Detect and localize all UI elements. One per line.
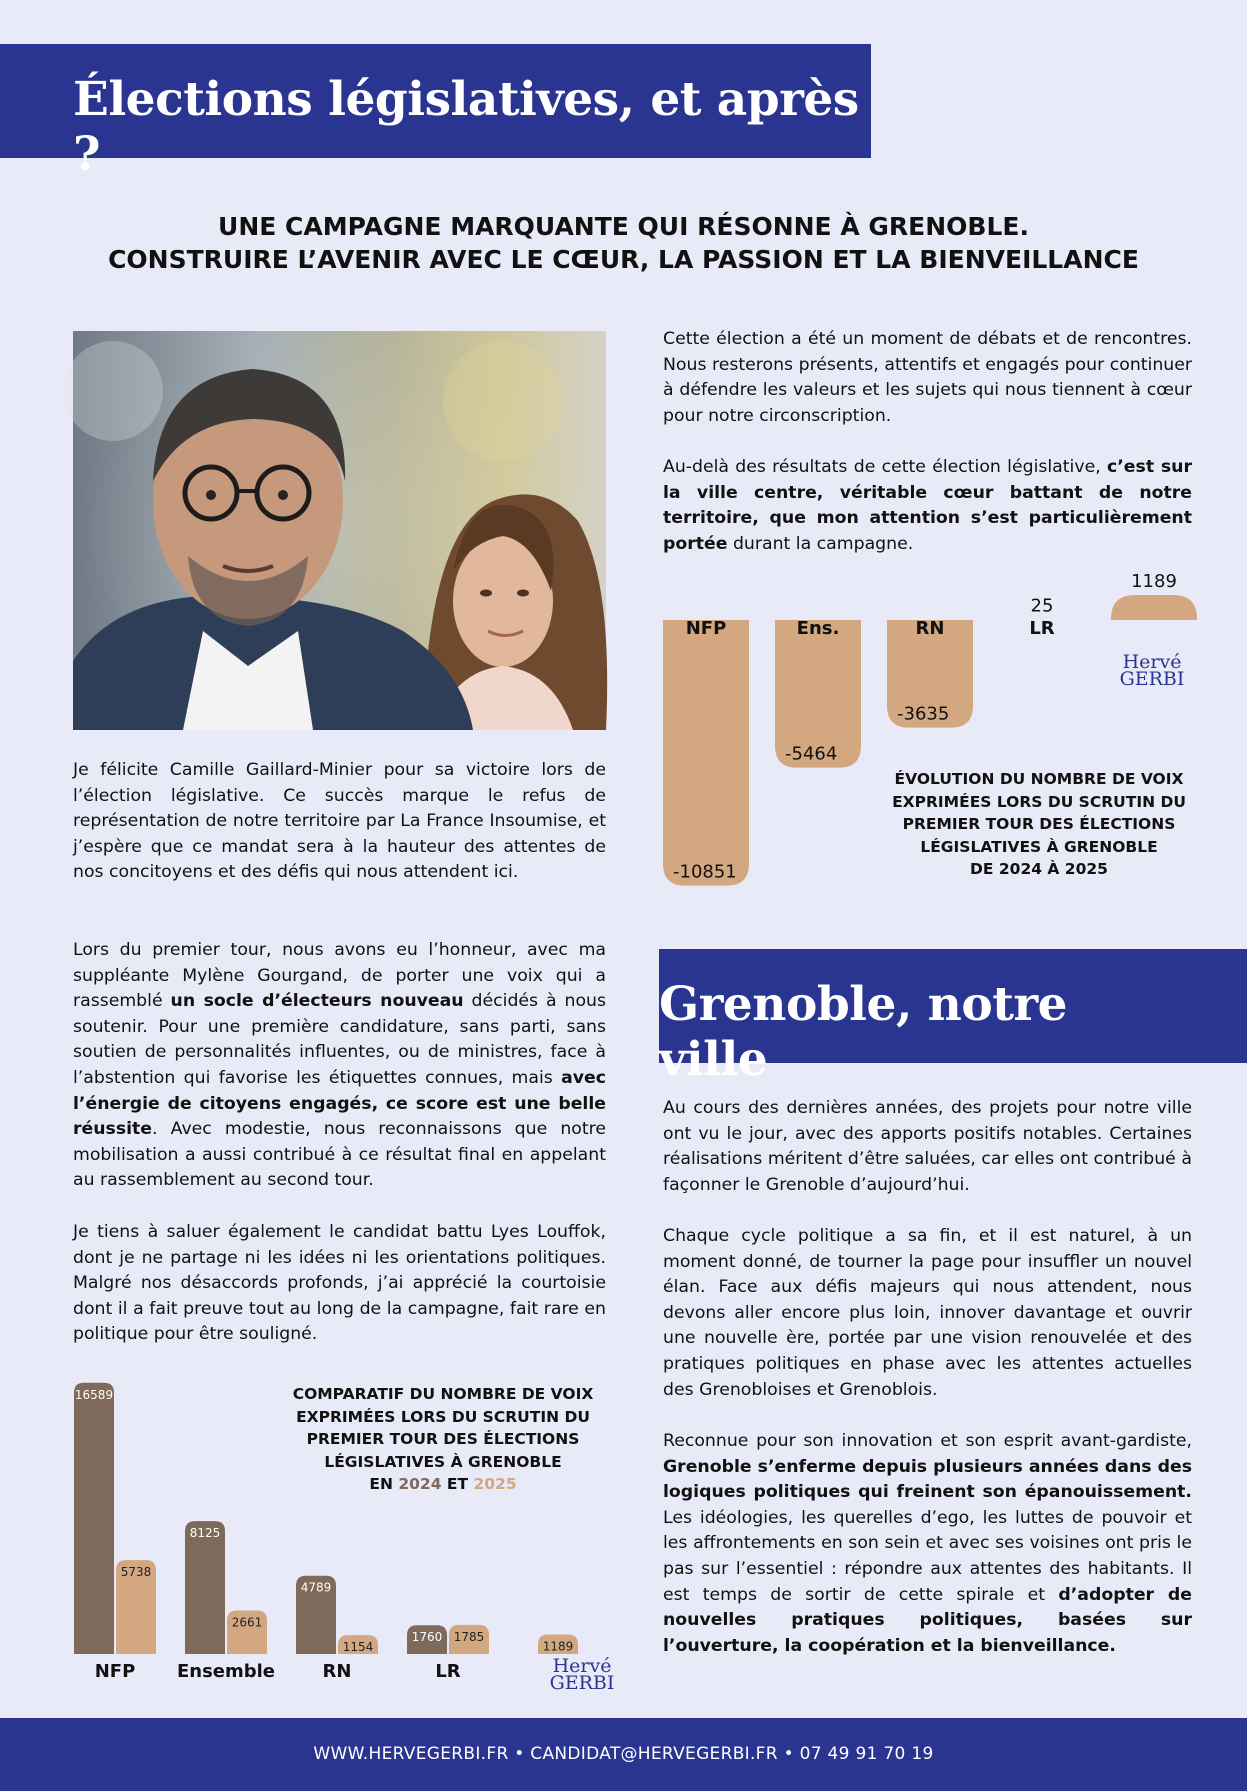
first-round-text-b: décidés à nous soutenir. Pour une première candidature, sans parti, sans soutien de personnalités influentes, ou de ministres, face à l’abstention qui favorise les étiquettes connues, mais bbox=[73, 991, 606, 1088]
candidate-logo-chart1 bbox=[1107, 651, 1197, 690]
comparison-chart-title-line: LÉGISLATIVES À GRENOBLE bbox=[324, 1452, 562, 1471]
comparison-value-label: 1154 bbox=[342, 1640, 374, 1655]
evolution-value-label: -3635 bbox=[897, 703, 950, 725]
city-center-emphasis: c’est sur la ville centre, véritable cœur battant de notre territoire, que mon attention s’est particulièrement portée bbox=[663, 457, 1192, 554]
comparison-chart-title-line: PREMIER TOUR DES ÉLECTIONS bbox=[306, 1430, 580, 1448]
election-paragraph: Cette élection a été un moment de débats et de rencontres. Nous resterons présents, attentifs et engagés pour continuer à défendre les valeurs et les sujets qui nous tiennent à cœur pour notre circonscription. bbox=[663, 329, 1192, 426]
footer bbox=[0, 1718, 1247, 1791]
logo-line-1: Hervé bbox=[552, 1655, 612, 1677]
candidates-photo bbox=[73, 331, 606, 730]
evolution-chart-title-line: PREMIER TOUR DES ÉLECTIONS bbox=[902, 815, 1176, 833]
candidate-logo-chart2 bbox=[537, 1655, 627, 1694]
comparison-category-label: Ensemble bbox=[176, 1661, 276, 1682]
section2-banner bbox=[659, 949, 1247, 1087]
evolution-bar bbox=[663, 620, 749, 886]
comparison-category-label: NFP bbox=[94, 1661, 136, 1682]
title-prefix: EN bbox=[369, 1475, 399, 1493]
first-round-text-a: Lors du premier tour, nous avons eu l’honneur, avec ma suppléante Mylène Gourgand, de porter une voix qui a rassemblé bbox=[73, 940, 606, 1012]
subtitle-line-2: CONSTRUIRE L’AVENIR AVEC LE CŒUR, LA PASSION ET LA BIENVEILLANCE bbox=[108, 245, 1139, 274]
comparison-value-label: 2661 bbox=[231, 1615, 263, 1630]
legend-year-2024: 2024 bbox=[398, 1475, 442, 1493]
evolution-bar bbox=[1111, 595, 1197, 620]
evolution-value-label: -5464 bbox=[785, 743, 838, 765]
comparison-value-label: 1760 bbox=[411, 1630, 443, 1645]
comparison-bar-2024 bbox=[74, 1383, 114, 1654]
evolution-chart-title bbox=[860, 768, 1218, 881]
evolution-category-label: NFP bbox=[685, 618, 727, 639]
evolution-category-label: LR bbox=[1029, 618, 1055, 639]
page-title: Élections législatives, et après ? bbox=[73, 72, 859, 182]
innovation-text-a: Reconnue pour son innovation et son esprit avant-gardiste, bbox=[663, 1431, 1192, 1451]
evolution-category-label: RN bbox=[915, 618, 945, 639]
comparison-chart-title-years bbox=[268, 1473, 618, 1496]
innovation-text-b: Les idéologies, les querelles d’ego, les luttes de pouvoir et les affrontements en son sein et avec ses voisines ont pris le pas sur l’essentiel : répondre aux attentes des habitants. Il est temps de sortir de cette spirale et bbox=[663, 1507, 1192, 1605]
logo-line-2: GERBI bbox=[1119, 668, 1185, 690]
legend-year-2025: 2025 bbox=[473, 1475, 517, 1493]
evolution-chart-title-line: DE 2024 À 2025 bbox=[970, 860, 1108, 878]
candidates-photo-illustration bbox=[73, 331, 606, 730]
comparison-value-label: 5738 bbox=[120, 1565, 152, 1580]
evolution-value-label: 25 bbox=[1030, 595, 1054, 617]
comparison-category-label: LR bbox=[435, 1661, 461, 1682]
innovation-emphasis-b: d’adopter de nouvelles pratiques politiques, basées sur l’ouverture, la coopération et la bienveillance. bbox=[663, 1584, 1193, 1656]
evolution-category-label: Ens. bbox=[796, 618, 840, 639]
comparison-value-label: 8125 bbox=[189, 1526, 221, 1541]
evolution-value-label: -10851 bbox=[673, 861, 737, 883]
first-round-emphasis-a: un socle d’électeurs nouveau bbox=[170, 991, 464, 1012]
logo-line-1: Hervé bbox=[1122, 651, 1182, 673]
comparison-value-label: 1189 bbox=[542, 1639, 574, 1654]
innovation-emphasis-a: Grenoble s’enferme depuis plusieurs années dans des logiques politiques qui freinent son épanouissement. bbox=[663, 1456, 1192, 1503]
political-cycle-paragraph: Chaque cycle politique a sa fin, et il est naturel, à un moment donné, de tourner la page pour insuffler un nouvel élan. Face aux défis majeurs qui nous attendent, nous devons aller encore plus loin, innover davantage et ouvrir une nouvelle ère, portée par une vision renouvelée et des pratiques politiques en phase avec les attentes actuelles des Grenobloises et Grenoblois. bbox=[663, 1226, 1192, 1400]
evolution-chart-title-line: EXPRIMÉES LORS DU SCRUTIN DU bbox=[892, 792, 1186, 811]
evolution-chart-title-line: ÉVOLUTION DU NOMBRE DE VOIX bbox=[894, 770, 1184, 788]
congratulations-paragraph: Je félicite Camille Gaillard-Minier pour sa victoire lors de l’élection législative. Ce succès marque le refus de représentation de notre territoire par La France Insoumise, et j’espère que ce mandat sera à la hauteur des attentes de nos concitoyens et des défis qui nous attendent ici. bbox=[73, 760, 606, 883]
city-center-text-b: durant la campagne. bbox=[727, 533, 914, 554]
first-round-text-c: . Avec modestie, nous reconnaissons que notre mobilisation a aussi contribué à ce résultat final en appelant au rassemblement au second tour. bbox=[73, 1119, 606, 1191]
city-projects-paragraph: Au cours des dernières années, des projets pour notre ville ont vu le jour, avec des apports positifs notables. Certaines réalisations méritent d’être saluées, car elles ont contribué à façonner le Grenoble d’aujourd’hui. bbox=[663, 1098, 1192, 1195]
comparison-chart-title-line: EXPRIMÉES LORS DU SCRUTIN DU bbox=[296, 1407, 590, 1426]
evolution-chart-title-line: LÉGISLATIVES À GRENOBLE bbox=[920, 837, 1158, 856]
logo-line-2: GERBI bbox=[549, 1672, 615, 1694]
first-round-emphasis-b: avec l’énergie de citoyens engagés, ce score est une belle réussite bbox=[73, 1067, 606, 1140]
header-banner bbox=[0, 44, 871, 182]
city-center-paragraph bbox=[663, 455, 1192, 557]
city-center-text-a: Au-delà des résultats de cette élection législative, bbox=[663, 457, 1107, 477]
comparison-category-label: RN bbox=[322, 1661, 352, 1682]
footer-contact: WWW.HERVEGERBI.FR • CANDIDAT@HERVEGERBI.FR • 07 49 91 70 19 bbox=[313, 1744, 934, 1764]
subtitle-line-1: UNE CAMPAGNE MARQUANTE QUI RÉSONNE À GRENOBLE. bbox=[218, 212, 1029, 241]
comparison-chart-title bbox=[268, 1383, 618, 1496]
section2-title: Grenoble, notre ville bbox=[659, 977, 1068, 1087]
comparison-value-label: 16589 bbox=[74, 1387, 114, 1402]
first-round-paragraph bbox=[73, 938, 606, 1194]
comparison-bar-2024 bbox=[185, 1521, 225, 1654]
innovation-paragraph bbox=[663, 1429, 1192, 1659]
comparison-value-label: 1785 bbox=[453, 1629, 485, 1644]
page-subtitle bbox=[40, 210, 1207, 276]
title-mid: ET bbox=[441, 1475, 474, 1493]
comparison-value-label: 4789 bbox=[300, 1580, 332, 1595]
comparison-chart-title-line: COMPARATIF DU NOMBRE DE VOIX bbox=[292, 1385, 594, 1403]
evolution-value-label: 1189 bbox=[1131, 571, 1177, 593]
opponent-paragraph: Je tiens à saluer également le candidat battu Lyes Louffok, dont je ne partage ni les idées ni les orientations politiques. Malgré nos désaccords profonds, j’ai apprécié la courtoisie dont il a fait preuve tout au long de la campagne, fait rare en politique pour être souligné. bbox=[73, 1222, 606, 1345]
